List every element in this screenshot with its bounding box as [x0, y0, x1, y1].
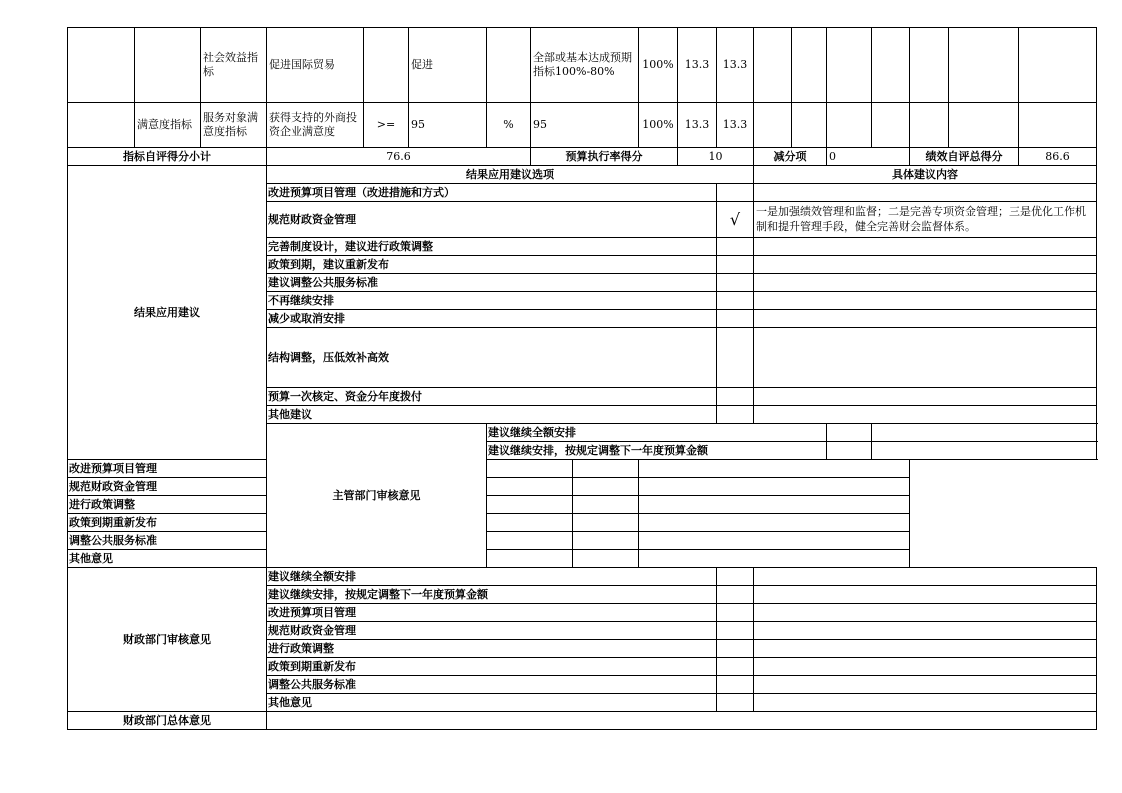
dept-option-row [68, 514, 1097, 532]
option-check-cell[interactable] [717, 328, 754, 388]
result-option: 完善制度设计，建议进行政策调整 [267, 238, 717, 256]
option-check-cell[interactable] [717, 274, 754, 292]
result-option: 减少或取消安排 [267, 310, 717, 328]
option-check-cell[interactable] [573, 550, 639, 568]
dept-option-row [68, 532, 1097, 550]
dept-option: 调整公共服务标准 [68, 532, 573, 550]
option-check-cell[interactable] [717, 694, 754, 712]
level2-indicator: 服务对象满意度指标 [201, 103, 267, 148]
indicator-name: 获得支持的外商投资企业满意度 [267, 103, 364, 148]
dept-review-label: 主管部门审核意见 [267, 424, 487, 568]
option-check-cell[interactable] [717, 238, 754, 256]
indicator-actual: 95 [531, 103, 639, 148]
option-check-cell[interactable] [717, 604, 754, 622]
suggestion-content-header: 具体建议内容 [754, 166, 1097, 184]
result-option: 预算一次核定、资金分年度拨付 [267, 388, 717, 406]
option-check-cell[interactable] [717, 586, 754, 604]
indicator-operator: >= [364, 103, 409, 148]
indicator-score: 13.3 [717, 103, 754, 148]
subtotal-label: 指标自评得分小计 [68, 148, 267, 166]
overall-opinion-label: 财政部门总体意见 [68, 712, 267, 730]
option-check-cell[interactable] [717, 184, 754, 202]
indicator-target: 95 [409, 103, 487, 148]
finance-option: 建议继续安排，按规定调整下一年度预算金额 [267, 586, 717, 604]
budget-score-value: 10 [678, 148, 754, 166]
option-check-cell[interactable] [573, 478, 639, 496]
check-mark-icon[interactable]: √ [717, 202, 754, 238]
option-check-cell[interactable] [573, 532, 639, 550]
indicator-target: 促进 [409, 28, 487, 103]
option-check-cell[interactable] [717, 310, 754, 328]
dept-option: 政策到期重新发布 [68, 514, 573, 532]
indicator-score: 13.3 [717, 28, 754, 103]
option-check-cell[interactable] [717, 676, 754, 694]
dept-option: 规范财政资金管理 [68, 478, 573, 496]
level1-indicator [135, 28, 201, 103]
result-option: 规范财政资金管理 [267, 202, 717, 238]
indicator-ratio: 100% [639, 28, 678, 103]
indicator-actual: 全部或基本达成预期指标100%-80% [531, 28, 639, 103]
indicator-row [68, 103, 1097, 148]
result-option: 其他建议 [267, 406, 717, 424]
score-summary-row [68, 148, 1097, 166]
result-options-header: 结果应用建议选项 [267, 166, 754, 184]
indicator-name: 促进国际贸易 [267, 28, 364, 103]
option-check-cell[interactable] [717, 256, 754, 274]
deduction-value: 0 [827, 148, 910, 166]
finance-option: 进行政策调整 [267, 640, 717, 658]
indicator-unit [487, 28, 531, 103]
indicator-unit: % [487, 103, 531, 148]
option-check-cell[interactable] [717, 640, 754, 658]
option-check-cell[interactable] [717, 568, 754, 586]
dept-option: 改进预算项目管理 [68, 460, 573, 478]
performance-evaluation-table [67, 27, 1097, 730]
option-check-cell[interactable] [717, 622, 754, 640]
deduction-label: 减分项 [754, 148, 827, 166]
overall-opinion-row [68, 712, 1097, 730]
result-option: 改进预算项目管理（改进措施和方式） [267, 184, 717, 202]
level1-indicator: 满意度指标 [135, 103, 201, 148]
option-check-cell[interactable] [573, 496, 639, 514]
indicator-weight: 13.3 [678, 103, 717, 148]
overall-opinion-value[interactable] [267, 712, 1097, 730]
dept-option-row [68, 478, 1097, 496]
level2-indicator: 社会效益指标 [201, 28, 267, 103]
result-option: 结构调整，压低效补高效 [267, 328, 717, 388]
option-check-cell[interactable] [573, 460, 639, 478]
result-option: 政策到期，建议重新发布 [267, 256, 717, 274]
option-check-cell[interactable] [717, 658, 754, 676]
result-application-label: 结果应用建议 [68, 166, 267, 460]
subtotal-value: 76.6 [267, 148, 531, 166]
finance-option-row [68, 568, 1097, 586]
dept-option-row [68, 496, 1097, 514]
finance-option: 调整公共服务标准 [267, 676, 717, 694]
dept-option: 进行政策调整 [68, 496, 573, 514]
indicator-operator [364, 28, 409, 103]
option-check-cell[interactable] [717, 388, 754, 406]
finance-option: 规范财政资金管理 [267, 622, 717, 640]
finance-option: 政策到期重新发布 [267, 658, 717, 676]
dept-option-row [68, 550, 1097, 568]
indicator-weight: 13.3 [678, 28, 717, 103]
finance-review-label: 财政部门审核意见 [68, 568, 267, 712]
option-check-cell[interactable] [717, 292, 754, 310]
dept-option: 建议继续全额安排 [487, 424, 827, 442]
result-option: 建议调整公共服务标准 [267, 274, 717, 292]
finance-option: 建议继续全额安排 [267, 568, 717, 586]
option-check-cell[interactable] [717, 406, 754, 424]
dept-option: 建议继续安排，按规定调整下一年度预算金额 [487, 442, 827, 460]
budget-score-label: 预算执行率得分 [531, 148, 678, 166]
option-check-cell[interactable] [827, 424, 872, 442]
indicator-ratio: 100% [639, 103, 678, 148]
dept-option: 其他意见 [68, 550, 573, 568]
option-check-cell[interactable] [573, 514, 639, 532]
indicator-row [68, 28, 1097, 103]
option-check-cell[interactable] [827, 442, 872, 460]
dept-option-row [68, 460, 1097, 478]
finance-option: 其他意见 [267, 694, 717, 712]
total-score-label: 绩效自评总得分 [910, 148, 1019, 166]
suggestion-content: 一是加强绩效管理和监督；二是完善专项资金管理；三是优化工作机制和提升管理手段，健全完善财会监督体系。 [754, 202, 1097, 238]
finance-option: 改进预算项目管理 [267, 604, 717, 622]
result-option: 不再继续安排 [267, 292, 717, 310]
total-score-value: 86.6 [1019, 148, 1097, 166]
